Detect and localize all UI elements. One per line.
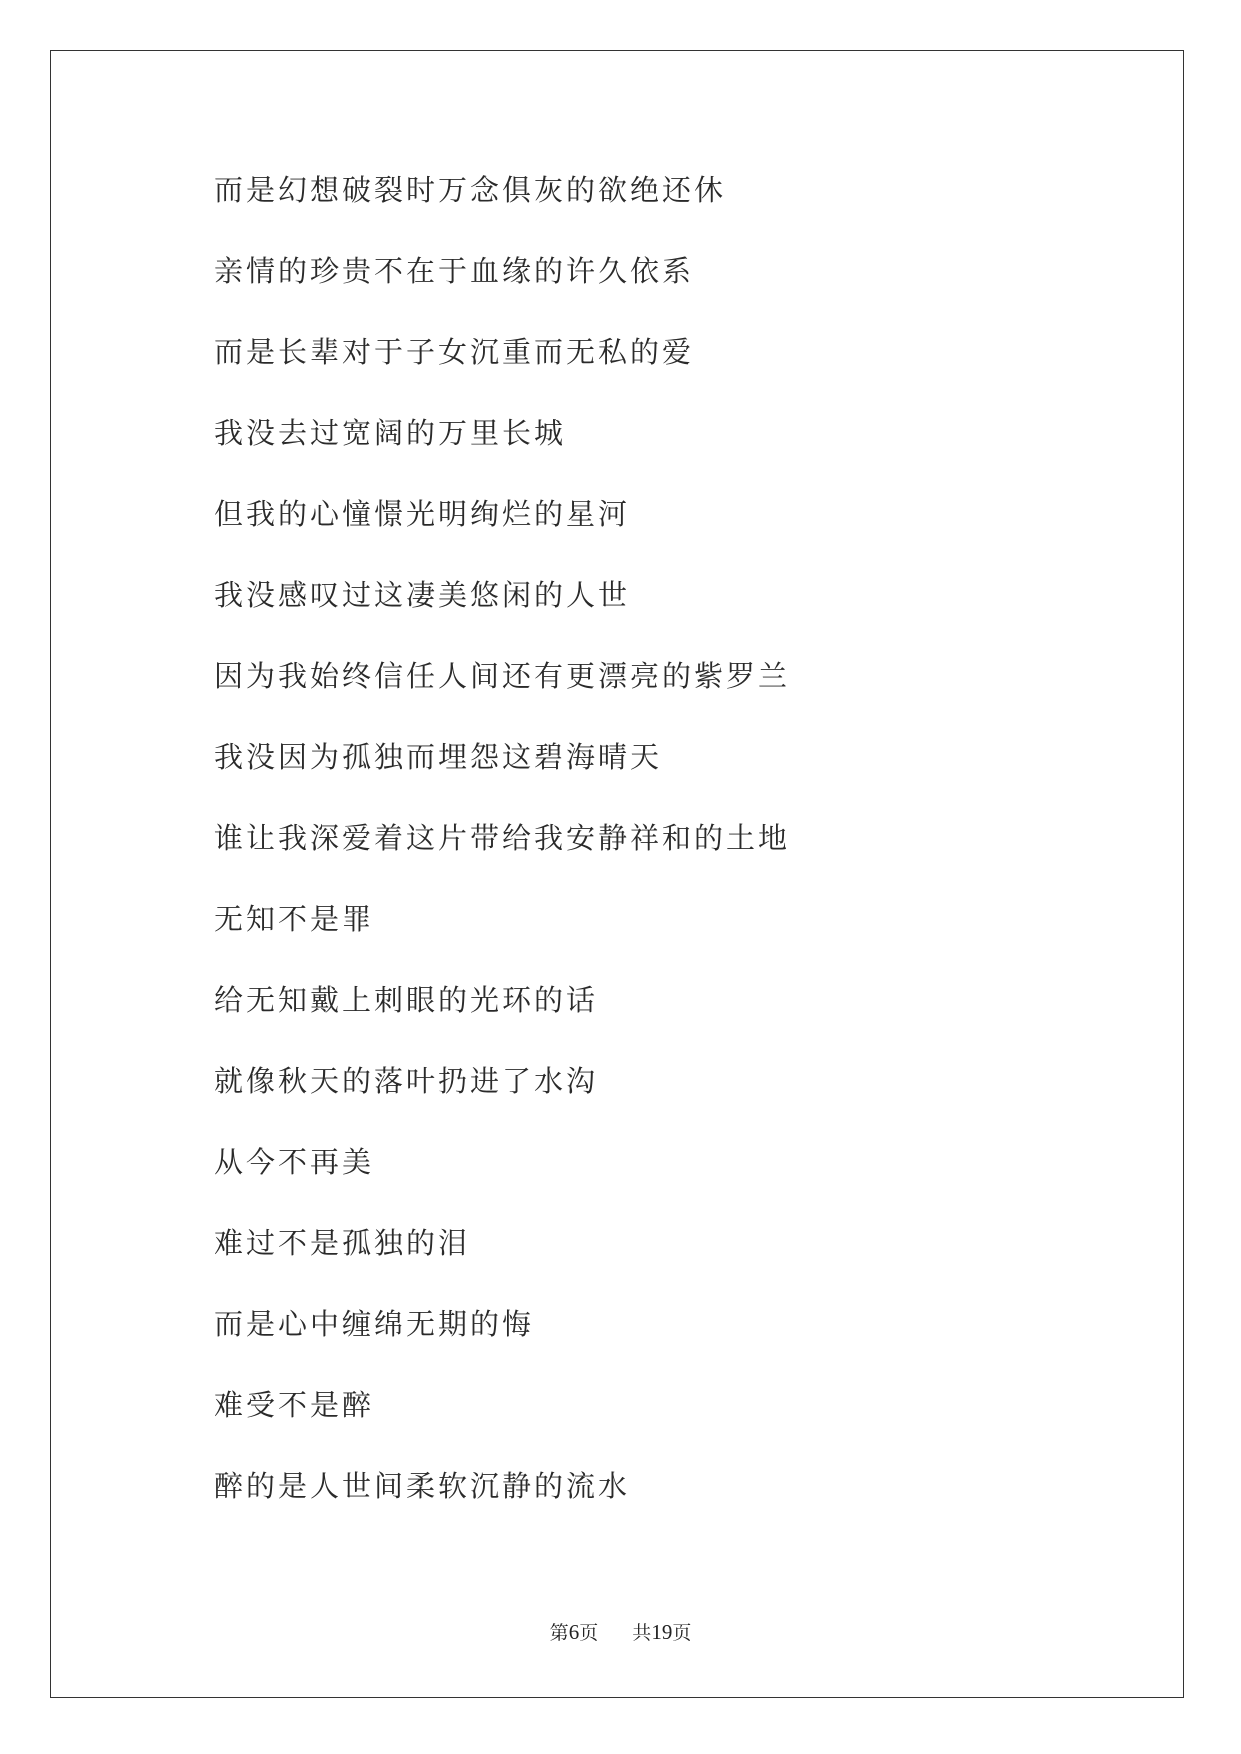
text-line: 谁让我深爱着这片带给我安静祥和的土地 xyxy=(214,821,791,855)
page-prefix: 第 xyxy=(549,1622,569,1644)
page-footer xyxy=(0,1618,1241,1645)
page-number-label xyxy=(550,1618,599,1645)
text-line: 而是心中缠绵无期的悔 xyxy=(214,1307,535,1341)
text-line: 难过不是孤独的泪 xyxy=(214,1226,471,1260)
text-line: 给无知戴上刺眼的光环的话 xyxy=(214,983,599,1017)
total-pages: 19 xyxy=(651,1620,673,1644)
text-line: 我没去过宽阔的万里长城 xyxy=(214,416,567,450)
page-suffix: 页 xyxy=(579,1622,599,1644)
text-line: 我没感叹过这凄美悠闲的人世 xyxy=(214,578,631,612)
text-line: 就像秋天的落叶扔进了水沟 xyxy=(214,1064,599,1098)
text-line: 我没因为孤独而埋怨这碧海晴天 xyxy=(214,740,663,774)
text-line: 但我的心憧憬光明绚烂的星河 xyxy=(214,497,631,531)
text-line: 从今不再美 xyxy=(214,1145,375,1179)
text-line: 无知不是罪 xyxy=(214,902,375,936)
total-suffix: 页 xyxy=(672,1622,692,1644)
text-line: 而是长辈对于子女沉重而无私的爱 xyxy=(214,335,695,369)
text-line: 醉的是人世间柔软沉静的流水 xyxy=(214,1469,631,1503)
total-pages-label xyxy=(632,1618,691,1645)
page-number: 6 xyxy=(568,1620,580,1644)
text-line: 而是幻想破裂时万念俱灰的欲绝还休 xyxy=(214,173,727,207)
text-line: 难受不是醉 xyxy=(214,1388,375,1422)
document-body xyxy=(214,165,1114,1542)
text-line: 因为我始终信任人间还有更漂亮的紫罗兰 xyxy=(214,659,791,693)
total-prefix: 共 xyxy=(632,1622,652,1644)
text-line: 亲情的珍贵不在于血缘的许久依系 xyxy=(214,254,695,288)
